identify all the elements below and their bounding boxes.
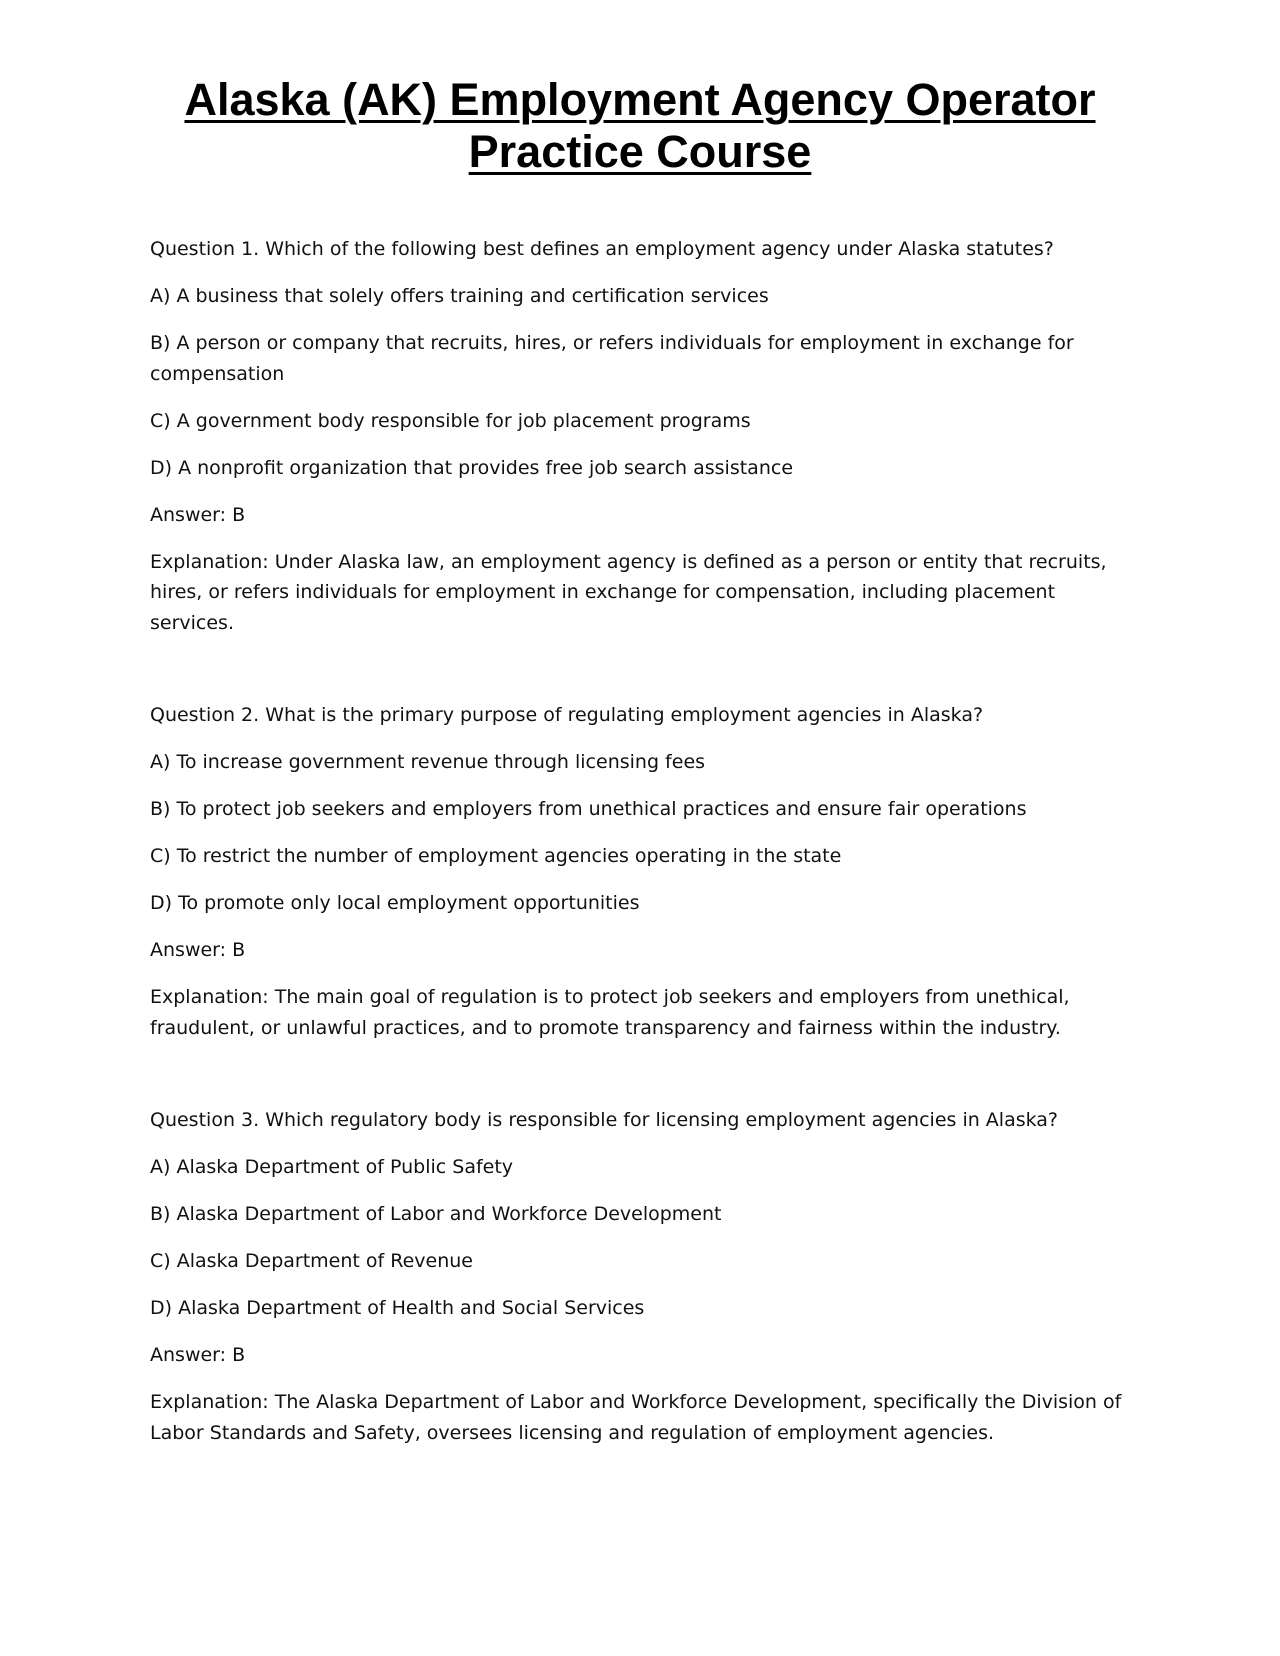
explanation-text: Explanation: The main goal of regulation is to protect job seekers and employers from unethical, fraudulent, or unlawful practices, and to promote transparency and fairness within the industry. — [150, 986, 1070, 1039]
question-text: Question 2. What is the primary purpose of regulating employment agencies in Alaska? — [150, 704, 984, 726]
page-title-line-1: Alaska (AK) Employment Agency Operator — [184, 74, 1096, 125]
option-a: A) Alaska Department of Public Safety — [150, 1156, 514, 1178]
question-list — [150, 234, 1135, 1510]
option-b: B) Alaska Department of Labor and Workforce Development — [150, 1203, 722, 1225]
page-title — [120, 74, 1160, 178]
option-b: B) A person or company that recruits, hires, or refers individuals for employment in exchange for compensation — [150, 332, 1074, 385]
option-c: C) To restrict the number of employment agencies operating in the state — [150, 845, 842, 867]
option-d: D) Alaska Department of Health and Social Services — [150, 1297, 645, 1319]
explanation-text: Explanation: The Alaska Department of Labor and Workforce Development, specifically the Division of Labor Standards and Safety, oversees licensing and regulation of employment agencies. — [150, 1391, 1122, 1444]
option-c: C) A government body responsible for job placement programs — [150, 409, 751, 432]
question-block-1 — [150, 234, 1135, 638]
question-text: Question 3. Which regulatory body is responsible for licensing employment agencies in Alaska? — [150, 1109, 1059, 1131]
option-d: D) A nonprofit organization that provides free job search assistance — [150, 456, 794, 479]
option-a: A) To increase government revenue through licensing fees — [150, 751, 706, 773]
answer-text: Answer: B — [150, 1344, 246, 1366]
page-title-line-2: Practice Course — [468, 126, 812, 177]
answer-text: Answer: B — [150, 503, 246, 526]
explanation-text: Explanation: Under Alaska law, an employment agency is defined as a person or entity that recruits, hires, or refers individuals for employment in exchange for compensation, including placement services. — [150, 550, 1107, 634]
question-block-2 — [150, 700, 1135, 1043]
option-c: C) Alaska Department of Revenue — [150, 1250, 473, 1272]
option-d: D) To promote only local employment opportunities — [150, 892, 640, 914]
option-a: A) A business that solely offers training and certification services — [150, 285, 769, 307]
answer-text: Answer: B — [150, 939, 246, 961]
question-text: Question 1. Which of the following best defines an employment agency under Alaska statutes? — [150, 238, 1054, 260]
question-block-3 — [150, 1105, 1135, 1448]
option-b: B) To protect job seekers and employers from unethical practices and ensure fair operations — [150, 798, 1027, 820]
